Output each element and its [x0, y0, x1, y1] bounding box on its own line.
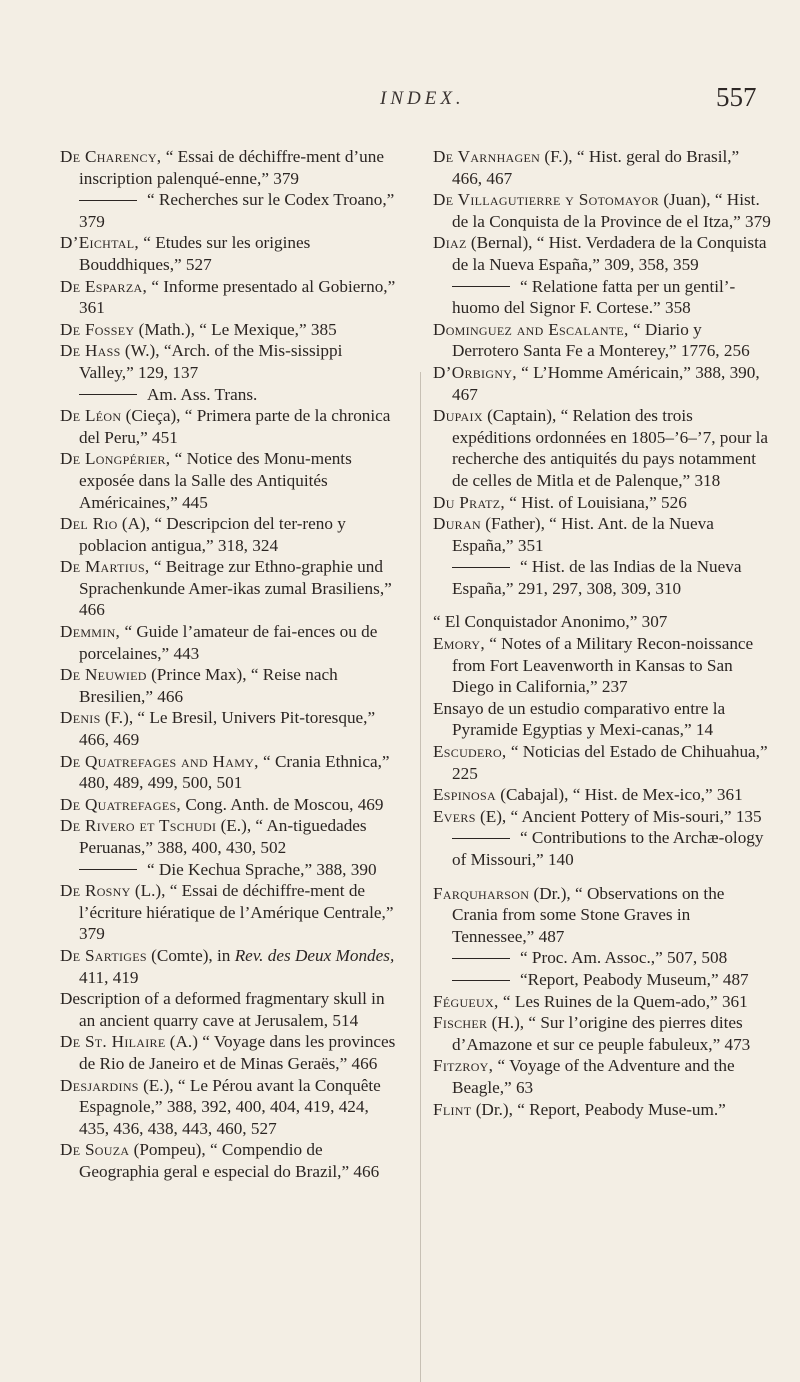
running-head	[0, 82, 800, 128]
entry-text: (E), “ Ancient Pottery of Mis-souri,” 135	[475, 806, 762, 826]
author-name: De Rosny	[60, 881, 131, 901]
index-entry	[433, 1099, 771, 1121]
entry-text: (Math.), “ Le Mexique,” 385	[134, 319, 337, 339]
entry-text: “ Voyage of the Adventure and the Beagle,” 63	[452, 1056, 735, 1097]
entry-text: Cong. Anth. de Moscou, 469	[181, 794, 384, 814]
italic-title: Rev. des Deux Mondes,	[234, 945, 395, 965]
entry-text: (Dr.), “ Observations on the Crania from some Stone Graves in Tennessee,” 487	[452, 883, 725, 946]
author-name: Fitzroy,	[433, 1056, 494, 1076]
entry-text: Am. Ass. Trans.	[147, 384, 258, 404]
author-name: Denis	[60, 708, 101, 728]
index-entry	[60, 794, 400, 816]
ditto-dash	[79, 200, 137, 201]
entry-text: “ Notes of a Military Recon-noissance from Fort Leavenworth in Kansas to San Diego in California,” 237	[452, 634, 754, 697]
index-entry	[60, 276, 400, 319]
index-subentry	[433, 827, 771, 870]
author-name: De Villagutierre y Sotomayor	[433, 190, 660, 210]
entry-text: (E.), “ An-tiguedades Peruanas,” 388, 400, 430, 502	[79, 816, 367, 857]
ditto-dash	[452, 286, 510, 287]
index-entry	[433, 405, 771, 491]
ditto-dash	[452, 958, 510, 959]
index-entry	[433, 362, 771, 405]
ditto-dash	[79, 394, 137, 395]
entry-text: (F.), “ Le Bresil, Univers Pit-toresque,” 466, 469	[79, 708, 376, 750]
index-entry	[433, 1055, 771, 1098]
index-entry	[60, 1075, 400, 1140]
index-subentry	[433, 556, 771, 599]
entry-text: (Bernal), “ Hist. Verdadera de la Conquista de la Nueva España,” 309, 358, 359	[452, 233, 767, 274]
author-name: Dominguez and Escalante,	[433, 319, 629, 339]
entry-text: (F.), “ Hist. geral do Brasil,” 466, 467	[452, 147, 740, 188]
entry-text: (Comte), in	[146, 945, 235, 965]
entry-text: “ Hist. of Louisiana,” 526	[504, 492, 687, 512]
entry-text: “ Essai de déchiffre-ment d’une inscription palenqué-enne,” 379	[79, 147, 384, 188]
entry-text: “ Relatione fatta per un gentil’-huomo del Signor F. Cortese.” 358	[452, 276, 736, 318]
index-entry	[60, 815, 400, 858]
entry-text: “Report, Peabody Museum,” 487	[520, 969, 749, 989]
entry-text: (Cieça), “ Primera parte de la chronica del Peru,” 451	[79, 406, 391, 447]
author-name: D’Eichtal,	[60, 233, 139, 253]
author-name: De Charency,	[60, 147, 162, 166]
index-column-left	[60, 146, 400, 1183]
author-name: Duran	[433, 514, 481, 534]
entry-text: “ Noticias del Estado de Chihuahua,” 225	[452, 742, 768, 783]
index-entry	[60, 751, 400, 794]
author-name: Flint	[433, 1099, 472, 1119]
index-entry	[60, 1139, 400, 1182]
author-name: De Neuwied	[60, 665, 147, 685]
index-entry	[433, 883, 771, 948]
index-entry	[433, 189, 771, 232]
index-entry	[433, 741, 771, 784]
author-name: De Quatrefages and Hamy,	[60, 751, 259, 771]
index-entry	[60, 707, 400, 750]
entry-pages: 411, 419	[79, 967, 139, 987]
ditto-dash	[452, 838, 510, 839]
entry-text: “ Guide l’amateur de fai-ences ou de porcelaines,” 443	[79, 622, 378, 663]
entry-text: (Dr.), “ Report, Peabody Muse-um.”	[471, 1099, 726, 1119]
author-name: De Léon	[60, 406, 122, 426]
index-entry	[433, 232, 771, 275]
index-entry	[433, 698, 771, 741]
author-name: De Fossey	[60, 319, 135, 339]
author-name: Demmin,	[60, 622, 121, 642]
index-entry	[433, 492, 771, 514]
entry-text: “ Crania Ethnica,” 480, 489, 499, 500, 501	[79, 751, 390, 793]
index-entry	[433, 1012, 771, 1055]
author-name: De Martius,	[60, 557, 150, 577]
author-name: De Hass	[60, 341, 121, 361]
index-entry	[60, 319, 400, 341]
index-entry	[433, 633, 771, 698]
author-name: Espinosa	[433, 785, 496, 805]
index-entry	[433, 513, 771, 556]
entry-text: “ Proc. Am. Assoc.,” 507, 508	[520, 948, 728, 968]
index-entry	[60, 945, 400, 988]
index-entry	[60, 448, 400, 513]
author-name: Escudero,	[433, 742, 507, 762]
entry-text: “ Beitrage zur Ethno-graphie und Sprachenkunde Amer-ikas zumal Brasiliens,” 466	[79, 557, 392, 620]
index-entry	[433, 146, 771, 189]
author-name: De Varnhagen	[433, 147, 541, 166]
author-name: Farquharson	[433, 883, 530, 903]
entry-text: (W.), “Arch. of the Mis-sissippi Valley,” 129, 137	[79, 341, 343, 382]
index-entry	[60, 405, 400, 448]
entry-text: (Pompeu), “ Compendio de Geographia geral e especial do Brazil,” 466	[79, 1140, 380, 1181]
author-name: De Souza	[60, 1140, 130, 1160]
author-name: D’Orbigny,	[433, 362, 517, 382]
index-entry	[60, 340, 400, 383]
author-name: De Rivero et Tschudi	[60, 816, 217, 836]
entry-text: Ensayo de un estudio comparativo entre la Pyramide Egyptias y Mexi-canas,” 14	[433, 698, 726, 740]
ditto-dash	[452, 567, 510, 568]
entry-text: “ El Conquistador Anonimo,” 307	[433, 612, 668, 632]
index-subentry	[433, 969, 771, 991]
ditto-dash	[79, 869, 137, 870]
entry-text: “ Les Ruines de la Quem-ado,” 361	[498, 991, 748, 1011]
index-column-right	[433, 146, 771, 1120]
entry-text: (E.), “ Le Pérou avant la Conquête Espagnole,” 388, 392, 400, 404, 419, 424, 435, 436, 438, 443, 460, 527	[79, 1075, 381, 1138]
index-entry	[60, 621, 400, 664]
entry-text: (Prince Max), “ Reise nach Bresilien,” 466	[79, 665, 338, 706]
index-subentry	[60, 859, 400, 881]
author-name: Dupaix	[433, 406, 483, 426]
author-name: De Sartiges	[60, 945, 147, 965]
index-entry	[433, 806, 771, 828]
index-entry	[433, 611, 771, 633]
index-entry	[60, 513, 400, 556]
entry-text: (Juan), “ Hist. de la Conquista de la Province de el Itza,” 379	[452, 190, 771, 231]
entry-text: (Father), “ Hist. Ant. de la Nueva España,” 351	[452, 514, 714, 555]
ditto-dash	[452, 980, 510, 981]
index-entry	[433, 991, 771, 1013]
index-subentry	[60, 189, 400, 232]
index-entry	[60, 664, 400, 707]
index-entry	[60, 146, 400, 189]
index-subentry	[60, 384, 400, 406]
index-entry	[433, 319, 771, 362]
entry-text: (H.), “ Sur l’origine des pierres dites d’Amazone et sur ce peuple fabuleux,” 473	[452, 1013, 751, 1054]
index-entry	[60, 880, 400, 945]
author-name: Emory,	[433, 634, 485, 654]
index-entry	[433, 784, 771, 806]
entry-text: “ Die Kechua Sprache,” 388, 390	[147, 859, 377, 879]
author-name: Du Pratz,	[433, 492, 505, 512]
author-name: Diaz	[433, 233, 467, 253]
author-name: Evers	[433, 806, 476, 826]
entry-text: “ Diario y Derrotero Santa Fe a Monterey,” 1776, 256	[452, 319, 750, 361]
index-subentry	[433, 276, 771, 319]
entry-text: (A.) “ Voyage dans les provinces de Rio de Janeiro et de Minas Geraës,” 466	[79, 1032, 396, 1073]
author-name: Fischer	[433, 1013, 488, 1033]
author-name: De Longpérier,	[60, 449, 171, 469]
entry-text: (A), “ Descripcion del ter-reno y poblacion antigua,” 318, 324	[79, 514, 346, 555]
entry-text: Description of a deformed fragmentary skull in an ancient quarry cave at Jerusalem, 514	[60, 989, 385, 1030]
author-name: De St. Hilaire	[60, 1032, 166, 1052]
author-name: De Esparza,	[60, 276, 148, 296]
column-divider	[420, 372, 421, 1382]
index-entry	[60, 988, 400, 1031]
entry-text: “ Recherches sur le Codex Troano,” 379	[79, 190, 395, 231]
author-name: Fégueux,	[433, 991, 499, 1011]
entry-text: (Captain), “ Relation des trois expéditions ordonnées en 1805–’6–’7, pour la recherche des antiquités du pays notamment de celles de Mitla et de Palenque,” 318	[452, 406, 768, 490]
author-name: Desjardins	[60, 1075, 139, 1095]
entry-text: (L.), “ Essai de déchiffre-ment de l’écriture hiératique de l’Amérique Centrale,” 379	[79, 881, 394, 944]
page-number: 557	[716, 82, 757, 112]
index-entry	[60, 556, 400, 621]
index-subentry	[433, 947, 771, 969]
entry-text: “ L’Homme Américain,” 388, 390, 467	[452, 362, 760, 404]
entry-text: “ Hist. de las Indias de la Nueva España,” 291, 297, 308, 309, 310	[452, 557, 742, 598]
entry-text: “ Contributions to the Archæ-ology of Missouri,” 140	[452, 828, 764, 869]
entry-text: “ Etudes sur les origines Bouddhiques,” 527	[79, 233, 311, 274]
running-title: INDEX.	[380, 88, 465, 109]
author-name: Del Rio	[60, 514, 118, 534]
author-name: De Quatrefages,	[60, 794, 182, 814]
index-entry	[60, 1031, 400, 1074]
index-entry	[60, 232, 400, 275]
entry-text: (Cabajal), “ Hist. de Mex-ico,” 361	[495, 785, 743, 805]
entry-text: “ Notice des Monu-ments exposée dans la Salle des Antiquités Américaines,” 445	[79, 449, 352, 512]
entry-text: “ Informe presentado al Gobierno,” 361	[79, 276, 396, 318]
